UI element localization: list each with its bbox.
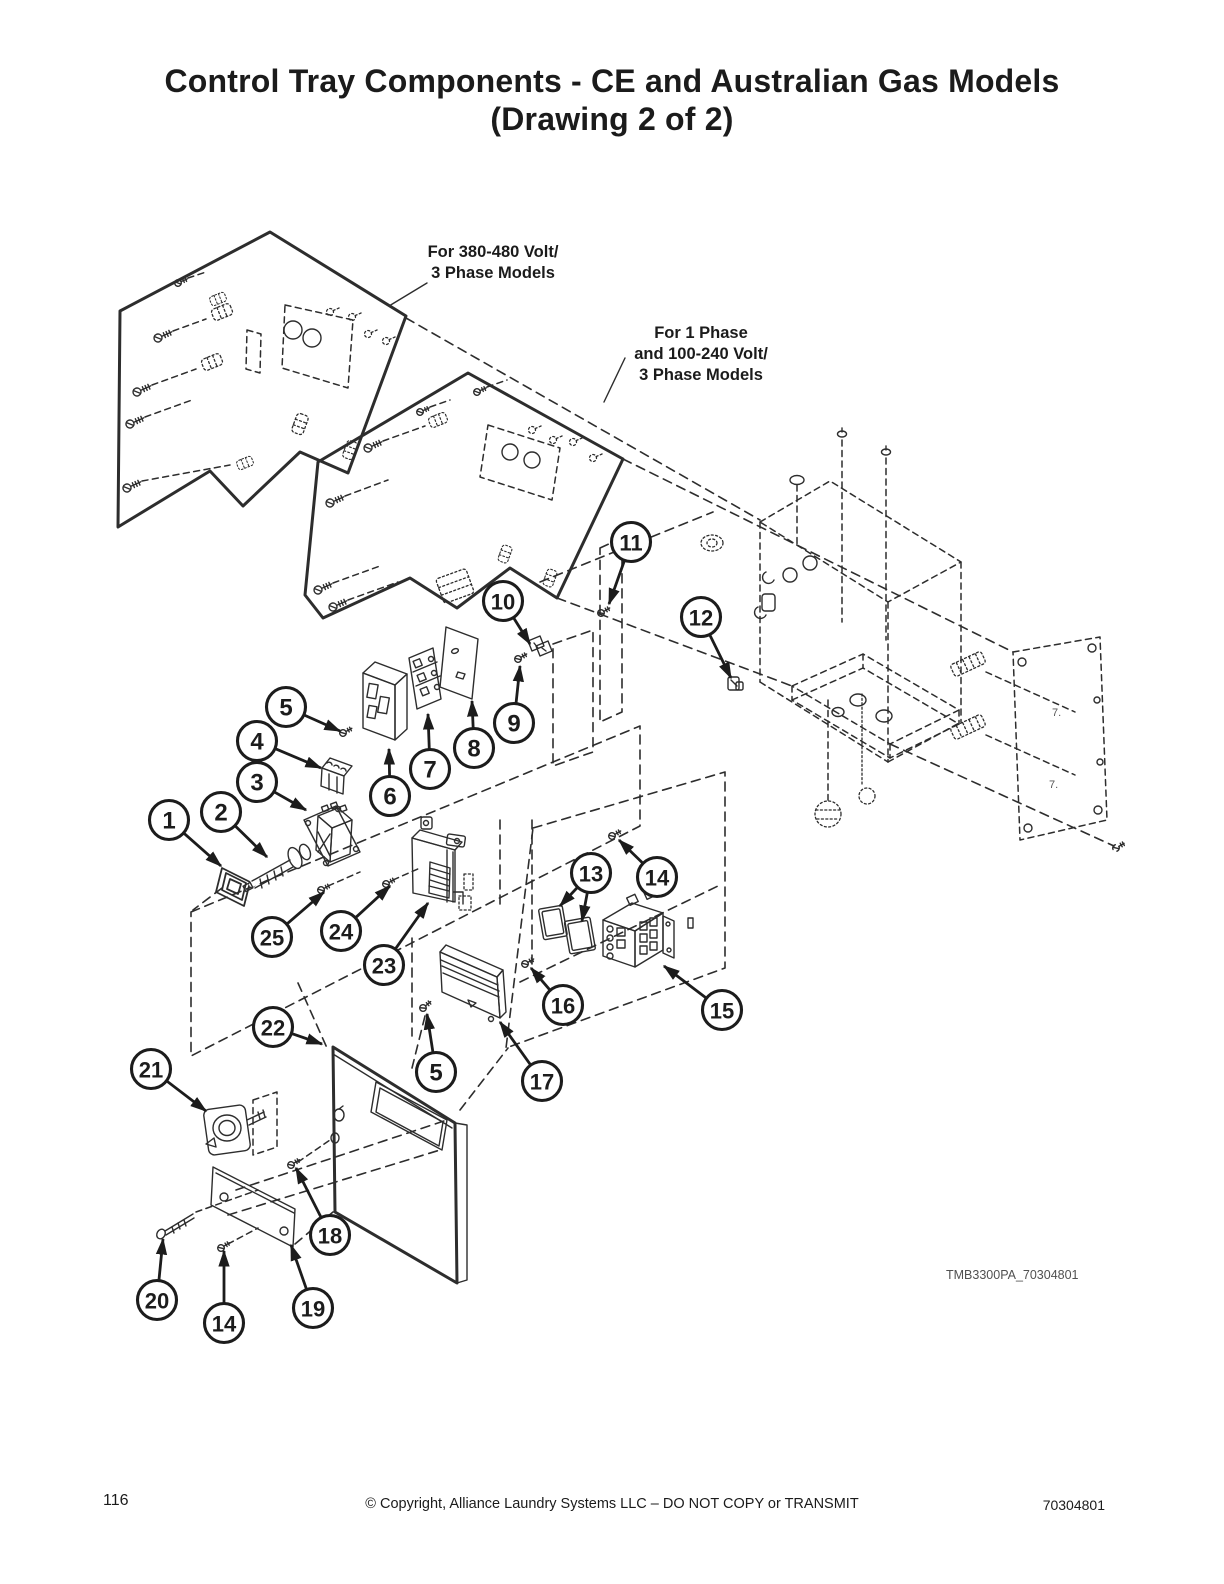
svg-text:24: 24: [328, 919, 354, 945]
part-3-rotary-switch: [304, 802, 360, 866]
svg-text:19: 19: [300, 1296, 326, 1322]
part-2-switch-shaft: [243, 843, 313, 892]
svg-text:1: 1: [162, 807, 176, 835]
control-tray-artwork: [701, 428, 1075, 827]
part-10-clip-bracket: [528, 636, 552, 656]
callout-19: [291, 1245, 333, 1328]
callout-5: [417, 1014, 456, 1092]
svg-text:7: 7: [423, 756, 437, 784]
part-17-control-board: [440, 945, 506, 1022]
part-23-ignition-module: [412, 817, 473, 910]
callout-18: [296, 1168, 350, 1255]
svg-text:2: 2: [214, 799, 228, 827]
label-380-480-volt: For 380-480 Volt/ 3 Phase Models: [427, 243, 559, 282]
svg-text:21: 21: [138, 1057, 164, 1083]
callout-6: [371, 749, 410, 816]
callout-11: [609, 523, 651, 605]
label-1-phase: For 1 Phase and 100-240 Volt/ 3 Phase Models: [634, 324, 768, 384]
svg-text:18: 18: [317, 1223, 343, 1249]
svg-text:7.: 7.: [1052, 707, 1062, 719]
svg-text:14: 14: [211, 1311, 237, 1337]
svg-text:7.: 7.: [1049, 779, 1059, 791]
callout-25: [253, 892, 325, 957]
svg-text:5: 5: [279, 694, 293, 722]
svg-text:14: 14: [644, 865, 670, 891]
part-20-screw: [155, 1190, 258, 1240]
callout-7: [411, 714, 450, 789]
callout-17: [500, 1022, 562, 1101]
svg-text:10: 10: [490, 589, 516, 615]
svg-text:12: 12: [688, 605, 714, 631]
part-7-terminal-strip: [409, 648, 441, 709]
page-title-line1: Control Tray Components - CE and Australian Gas Models: [164, 63, 1060, 99]
callout-3: [238, 763, 307, 811]
callout-14: [619, 840, 677, 897]
part-9-screw: [513, 651, 528, 663]
footer-copyright: © Copyright, Alliance Laundry Systems LLC – DO NOT COPY or TRANSMIT: [365, 1496, 859, 1512]
svg-text:8: 8: [467, 735, 481, 763]
label-leader-lines: [389, 283, 625, 402]
part-6-relay-box: [363, 662, 407, 740]
part-8-bracket-plate: [440, 627, 478, 699]
panel-1phase-artwork: [305, 373, 623, 618]
part-18-screw: [286, 1157, 301, 1170]
part-11-screw: [596, 605, 611, 617]
right-side-panel-artwork: [1013, 637, 1126, 853]
part-5-screw-b: [418, 999, 432, 1013]
callout-4: [238, 722, 322, 769]
callout-10: [484, 582, 531, 645]
callout-20: [138, 1239, 177, 1320]
part-15-contactor: [603, 888, 693, 967]
callout-9: [495, 666, 534, 743]
part-13-overlays: [538, 905, 595, 954]
callout-21: [132, 1050, 207, 1112]
svg-text:11: 11: [619, 530, 643, 556]
svg-text:5: 5: [429, 1059, 443, 1087]
footer-page-number: 116: [103, 1492, 129, 1509]
callout-23: [365, 903, 429, 985]
part-19-access-plate: [211, 1167, 295, 1247]
part-12-clip: [728, 677, 743, 690]
callout-8: [455, 701, 494, 768]
callout-16: [531, 968, 583, 1025]
svg-text:3: 3: [250, 769, 264, 797]
svg-text:23: 23: [371, 953, 397, 979]
svg-text:9: 9: [507, 710, 521, 738]
part-14-screw-b: [216, 1240, 231, 1253]
callout-24: [322, 886, 391, 951]
svg-text:15: 15: [709, 998, 735, 1024]
svg-text:13: 13: [578, 861, 604, 887]
callout-5: [267, 688, 341, 732]
footer-document-number: 70304801: [1042, 1497, 1105, 1513]
svg-text:22: 22: [260, 1015, 286, 1041]
page-title-line2: (Drawing 2 of 2): [490, 101, 734, 137]
callout-14: [205, 1251, 244, 1343]
svg-text:25: 25: [259, 925, 285, 951]
svg-text:16: 16: [550, 993, 576, 1019]
part-5-screw-a: [339, 725, 354, 737]
svg-text:6: 6: [383, 783, 397, 811]
part-21-rotary-switch-assembly: [203, 1092, 277, 1156]
figure-watermark: TMB3300PA_70304801: [946, 1268, 1079, 1282]
svg-text:20: 20: [144, 1288, 170, 1314]
part-14-screw-a: [607, 828, 622, 840]
svg-text:4: 4: [250, 728, 264, 756]
callout-12: [682, 598, 732, 679]
part-16-screw: [520, 956, 535, 968]
svg-text:17: 17: [529, 1069, 555, 1095]
part-4-terminal-block: [321, 758, 352, 794]
panel-380-480-artwork: [118, 232, 406, 527]
